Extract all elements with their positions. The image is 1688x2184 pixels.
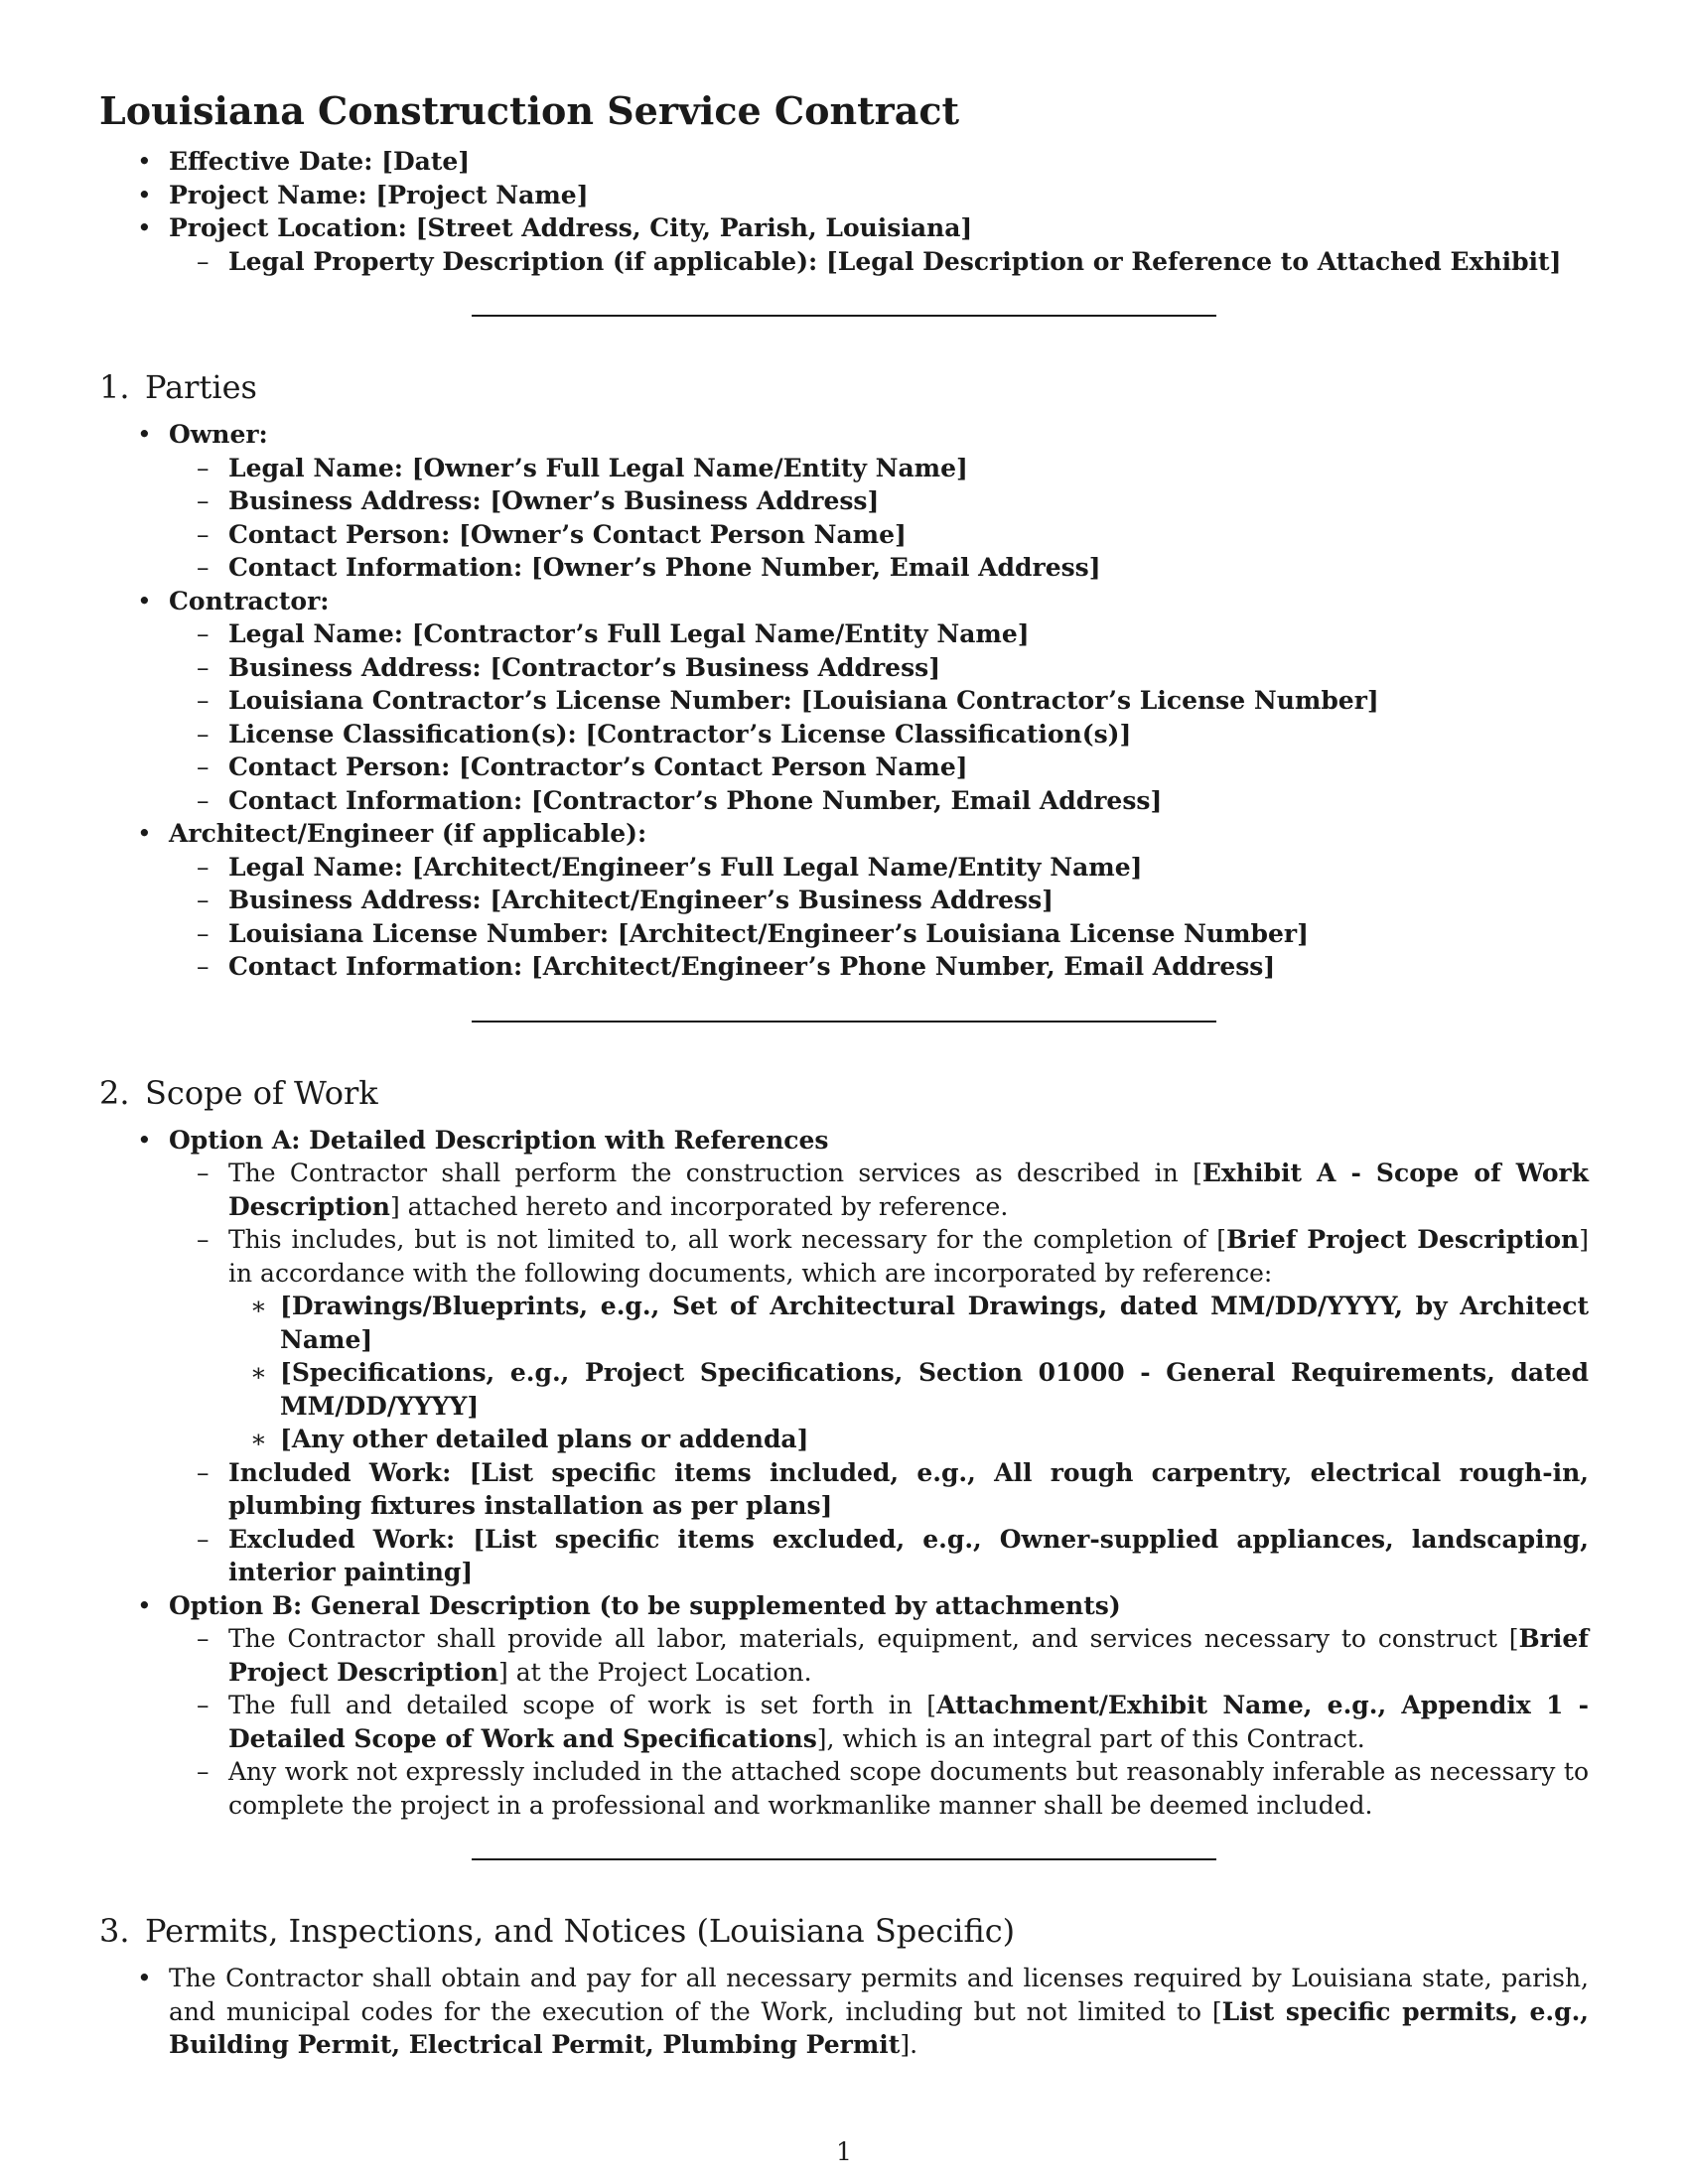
legal-property-description: – Legal Property Description (if applicable): [Legal Description or Reference to Attached Exhibit] bbox=[99, 245, 1589, 279]
permits-list bbox=[99, 1962, 1589, 2062]
section-number: 2. bbox=[99, 1073, 130, 1112]
option-b-paragraph: – The Contractor shall provide all labor, materials, equipment, and services necessary to construct [Brief Project Description] at the Project Location. bbox=[99, 1622, 1589, 1689]
option-b-paragraph: – Any work not expressly included in the attached scope documents but reasonably inferable as necessary to complete the project in a professional and workmanlike manner shall be deemed included. bbox=[99, 1755, 1589, 1822]
contractor-detail: – Contact Information: [Contractor’s Phone Number, Email Address] bbox=[99, 784, 1589, 818]
architect-item bbox=[99, 817, 1589, 984]
option-b-item bbox=[99, 1589, 1589, 1823]
reference-document: ∗ [Any other detailed plans or addenda] bbox=[99, 1423, 1589, 1456]
header-list bbox=[99, 145, 1589, 278]
scope-list bbox=[99, 1124, 1589, 1823]
effective-date: • Effective Date: [Date] bbox=[99, 145, 1589, 179]
contractor-detail: – Contact Person: [Contractor’s Contact Person Name] bbox=[99, 751, 1589, 784]
page-number: 1 bbox=[836, 2137, 852, 2166]
contractor-detail: – Business Address: [Contractor’s Business Address] bbox=[99, 651, 1589, 685]
architect-label: Architect/Engineer (if applicable): bbox=[169, 819, 647, 848]
reference-document: ∗ [Drawings/Blueprints, e.g., Set of Architectural Drawings, dated MM/DD/YYYY, by Architect Name] bbox=[99, 1290, 1589, 1356]
architect-detail: – Legal Name: [Architect/Engineer’s Full Legal Name/Entity Name] bbox=[99, 851, 1589, 885]
document-page bbox=[99, 87, 1589, 2062]
section-title: Parties bbox=[145, 368, 257, 406]
owner-detail: – Legal Name: [Owner’s Full Legal Name/Entity Name] bbox=[99, 452, 1589, 485]
owner-item bbox=[99, 418, 1589, 585]
contractor-detail: – License Classification(s): [Contractor’s License Classification(s)] bbox=[99, 718, 1589, 751]
owner-detail: – Contact Information: [Owner’s Phone Number, Email Address] bbox=[99, 551, 1589, 585]
contractor-label: Contractor: bbox=[169, 586, 330, 615]
attachment-reference: Attachment/Exhibit Name, e.g., Appendix 1 - Detailed Scope of Work and Specifications bbox=[228, 1691, 1589, 1753]
project-name: • Project Name: [Project Name] bbox=[99, 179, 1589, 212]
section-number: 1. bbox=[99, 368, 130, 406]
exhibit-reference: Exhibit A - Scope of Work Description bbox=[228, 1159, 1590, 1221]
option-b-paragraph: – The full and detailed scope of work is set forth in [Attachment/Exhibit Name, e.g., Appendix 1 - Detailed Scope of Work and Specifications], which is an integral part of this Contract. bbox=[99, 1689, 1589, 1755]
included-work: – Included Work: [List specific items included, e.g., All rough carpentry, electrical rough-in, plumbing fixtures installation as per plans] bbox=[99, 1456, 1589, 1523]
option-a-label: Option A: Detailed Description with References bbox=[169, 1125, 829, 1155]
owner-detail: – Business Address: [Owner’s Business Address] bbox=[99, 484, 1589, 518]
project-description-reference: Brief Project Description bbox=[1226, 1225, 1580, 1254]
section-title: Scope of Work bbox=[145, 1073, 378, 1112]
project-location-item bbox=[99, 211, 1589, 278]
contractor-item bbox=[99, 585, 1589, 818]
section-divider bbox=[472, 315, 1216, 317]
owner-detail: – Contact Person: [Owner’s Contact Person Name] bbox=[99, 518, 1589, 552]
reference-document: ∗ [Specifications, e.g., Project Specifications, Section 01000 - General Requirements, dated MM/DD/YYYY] bbox=[99, 1356, 1589, 1423]
owner-label: Owner: bbox=[169, 420, 268, 449]
option-b-label: Option B: General Description (to be supplemented by attachments) bbox=[169, 1590, 1121, 1620]
parties-list bbox=[99, 418, 1589, 984]
section-heading-parties bbox=[99, 366, 1589, 408]
architect-detail: – Louisiana License Number: [Architect/Engineer’s Louisiana License Number] bbox=[99, 917, 1589, 951]
architect-detail: – Contact Information: [Architect/Engineer’s Phone Number, Email Address] bbox=[99, 950, 1589, 984]
section-divider bbox=[472, 1858, 1216, 1860]
project-description-reference: Brief Project Description bbox=[228, 1624, 1589, 1687]
contractor-detail: – Louisiana Contractor’s License Number: [Louisiana Contractor’s License Number] bbox=[99, 684, 1589, 718]
document-title: Louisiana Construction Service Contract bbox=[99, 88, 960, 133]
section-divider bbox=[472, 1021, 1216, 1023]
option-a-paragraph: – This includes, but is not limited to, all work necessary for the completion of [Brief Project Description] in accordance with the following documents, which are incorporated by reference: ∗ [Drawings/Blueprints, e.g., Set of Architectural Drawings, dated MM/DD/YYYY, by Architect Name] ∗ [Specifications, e.g., Project Specifications, Section 01000 - General Requirements, dated MM/DD/YYYY] ∗ [Any other detailed plans or addenda] bbox=[99, 1223, 1589, 1456]
section-heading-permits bbox=[99, 1910, 1589, 1952]
section-heading-scope bbox=[99, 1072, 1589, 1114]
contractor-detail: – Legal Name: [Contractor’s Full Legal Name/Entity Name] bbox=[99, 617, 1589, 651]
excluded-work: – Excluded Work: [List specific items excluded, e.g., Owner-supplied appliances, landscaping, interior painting] bbox=[99, 1523, 1589, 1589]
section-title: Permits, Inspections, and Notices (Louisiana Specific) bbox=[145, 1912, 1016, 1950]
option-a-paragraph: – The Contractor shall perform the construction services as described in [Exhibit A - Scope of Work Description] attached hereto and incorporated by reference. bbox=[99, 1157, 1589, 1223]
permits-paragraph: • The Contractor shall obtain and pay for all necessary permits and licenses required by Louisiana state, parish, and municipal codes for the execution of the Work, including but not limited to [List specific permits, e.g., Building Permit, Electrical Permit, Plumbing Permit]. bbox=[99, 1962, 1589, 2062]
project-location: Project Location: [Street Address, City, Parish, Louisiana] bbox=[169, 213, 973, 242]
option-a-item bbox=[99, 1124, 1589, 1589]
section-number: 3. bbox=[99, 1912, 130, 1950]
architect-detail: – Business Address: [Architect/Engineer’s Business Address] bbox=[99, 884, 1589, 917]
permits-reference: List specific permits, e.g., Building Permit, Electrical Permit, Plumbing Permit bbox=[169, 1996, 1590, 2059]
